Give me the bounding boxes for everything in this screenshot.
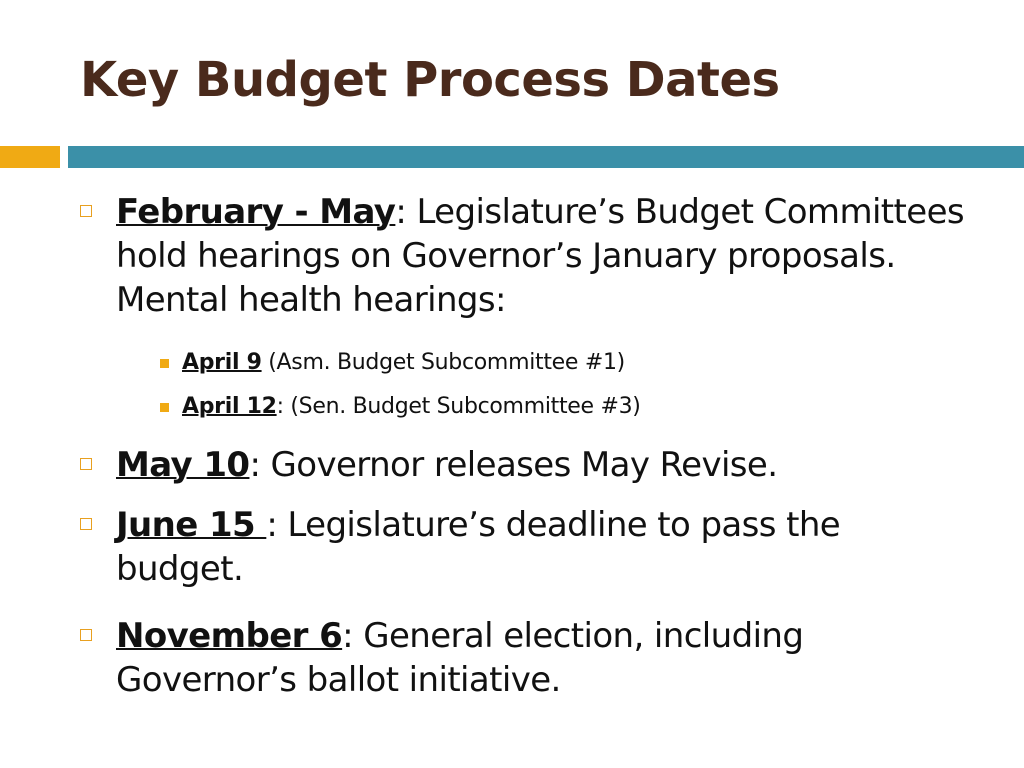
sub-bullet-item	[182, 393, 882, 421]
sub-bullet-date: April 12	[182, 394, 277, 419]
bullet-item	[116, 614, 976, 702]
square-bullet-icon	[80, 629, 92, 641]
bullet-date: May 10	[116, 445, 250, 485]
bullet-date: November 6	[116, 616, 343, 656]
bullet-item	[116, 443, 976, 487]
bullet-date: June 15	[116, 505, 267, 545]
filled-square-bullet-icon	[160, 359, 169, 368]
sub-bullet-text: (Asm. Budget Subcommittee #1)	[261, 350, 625, 375]
bullet-text: Legislature’s Budget Committees hold hearings on Governor’s January proposals. Mental health hearings:	[116, 192, 965, 320]
bullet-text: Legislature’s deadline to pass the budget.	[116, 505, 841, 589]
bullet-separator: :	[342, 616, 353, 656]
square-bullet-icon	[80, 205, 92, 217]
bullet-date: February - May	[116, 192, 396, 232]
bullet-separator: :	[249, 445, 261, 485]
bullet-text: Governor releases May Revise.	[260, 445, 778, 485]
bullet-separator: :	[266, 505, 278, 545]
square-bullet-icon	[80, 458, 92, 470]
slide-title: Key Budget Process Dates	[80, 52, 780, 108]
square-bullet-icon	[80, 518, 92, 530]
bullet-text: General election, including Governor’s ballot initiative.	[116, 616, 804, 700]
bullet-separator: :	[395, 192, 407, 232]
filled-square-bullet-icon	[160, 403, 169, 412]
sub-bullet-text: : (Sen. Budget Subcommittee #3)	[276, 394, 641, 419]
sub-bullet-item	[182, 349, 882, 377]
sub-bullet-date: April 9	[182, 350, 262, 375]
bullet-item	[116, 503, 976, 591]
bullet-item	[116, 190, 976, 322]
